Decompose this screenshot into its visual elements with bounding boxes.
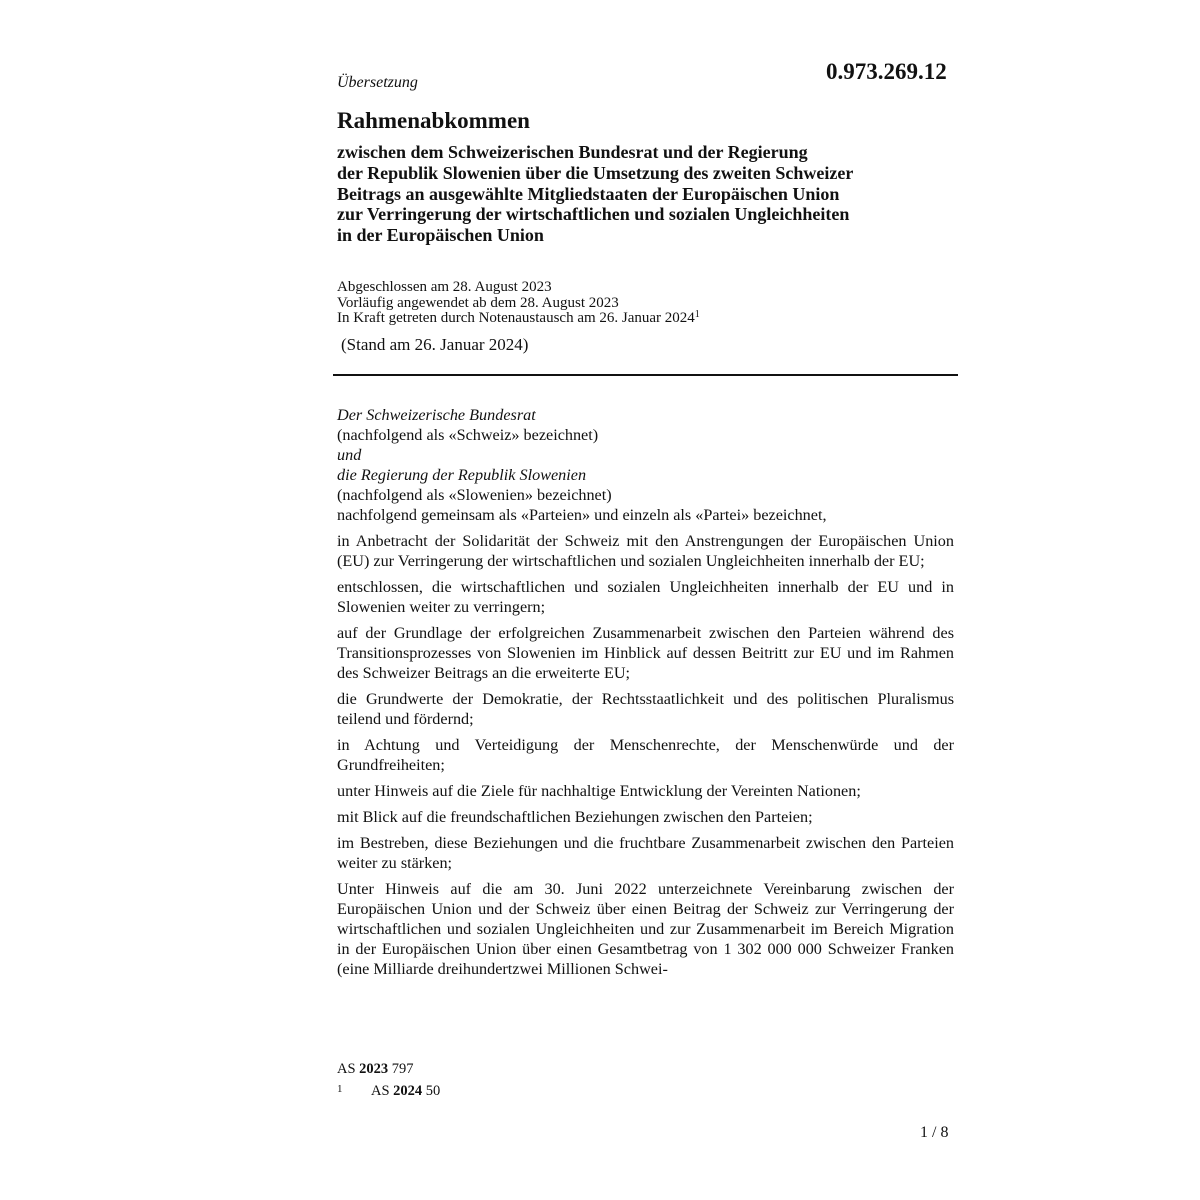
as-reference [337, 1059, 440, 1079]
parties-and: und [337, 446, 362, 464]
sr-number: 0.973.269.12 [826, 59, 947, 84]
parties-joint-note: nachfolgend gemeinsam als «Parteien» und einzeln als «Partei» bezeichnet, [337, 506, 827, 524]
document-title: Rahmenabkommen [337, 108, 530, 133]
in-force-date [337, 311, 700, 327]
subtitle-line: in der Europäischen Union [337, 225, 544, 246]
subtitle-line: der Republik Slowenien über die Umsetzung des zweiten Schweizer [337, 162, 854, 183]
date-info [337, 280, 700, 327]
footnote-1 [337, 1079, 440, 1101]
provisional-date: Vorläufig angewendet ab dem 28. August 2023 [337, 294, 619, 311]
subtitle-line: zur Verringerung der wirtschaftlichen und sozialen Ungleichheiten [337, 204, 850, 225]
parties-block [337, 405, 954, 525]
translation-label: Übersetzung [337, 74, 418, 91]
preamble-paragraph: mit Blick auf die freundschaftlichen Beziehungen zwischen den Parteien; [337, 808, 813, 826]
preamble-paragraph: in Achtung und Verteidigung der Menschenrechte, der Menschenwürde und der Grundfreiheiten; [337, 736, 954, 774]
concluded-date: Abgeschlossen am 28. August 2023 [337, 279, 552, 295]
party-slovenia-note: (nachfolgend als «Slowenien» bezeichnet) [337, 486, 612, 504]
in-force-text: In Kraft getreten durch Notenaustausch am 26. Januar 2024 [337, 310, 695, 326]
preamble-paragraph: im Bestreben, diese Beziehungen und die fruchtbare Zusammenarbeit zwischen den Parteien weiter zu stärken; [337, 834, 954, 872]
as-prefix: AS [337, 1061, 356, 1077]
party-slovenia: die Regierung der Republik Slowenien [337, 466, 587, 484]
footnote-marker[interactable]: 1 [694, 309, 700, 320]
preamble-paragraph: auf der Grundlage der erfolgreichen Zusammenarbeit zwischen den Parteien während des Transitionsprozesses von Slowenien im Hinblick auf dessen Beitritt zur EU und im Rahmen des Schweizer Beitrags an die erweiterte EU; [337, 624, 954, 682]
party-swiss: Der Schweizerische Bundesrat [337, 406, 536, 424]
footnote-year: 2024 [393, 1083, 423, 1099]
as-page: 797 [391, 1061, 414, 1077]
subtitle-line: Beitrags an ausgewählte Mitgliedstaaten der Europäischen Union [337, 183, 840, 204]
document-subtitle [337, 142, 937, 246]
header-divider [333, 374, 958, 376]
preamble-paragraph: die Grundwerte der Demokratie, der Rechtsstaatlichkeit und des politischen Pluralismus teilend und fördernd; [337, 690, 954, 728]
subtitle-line: zwischen dem Schweizerischen Bundesrat und der Regierung [337, 142, 808, 162]
as-year: 2023 [359, 1061, 389, 1077]
footnote-number: 1 [337, 1083, 343, 1095]
status-date: (Stand am 26. Januar 2024) [341, 335, 529, 354]
document-body [337, 405, 954, 979]
preamble-paragraph: in Anbetracht der Solidarität der Schweiz mit den Anstrengungen der Europäischen Union (EU) zur Verringerung der wirtschaftlichen und sozialen Ungleichheiten innerhalb der EU; [337, 532, 954, 570]
footnote-page: 50 [425, 1083, 441, 1099]
preamble-paragraph: Unter Hinweis auf die am 30. Juni 2022 unterzeichnete Vereinbarung zwischen der Europäischen Union und der Schweiz über einen Beitrag der Schweiz zur Verringerung der wirtschaftlichen und sozialen Ungleichheiten und zur Zusammenarbeit im Bereich Migration in der Europäischen Union über einen Gesamtbetrag von 1 302 000 000 Schweizer Franken (eine Milliarde dreihundertzwei Millionen Schwei- [337, 880, 954, 978]
preamble-paragraph: entschlossen, die wirtschaftlichen und sozialen Ungleichheiten innerhalb der EU und in Slowenien weiter zu verringern; [337, 578, 954, 616]
preamble-paragraph: unter Hinweis auf die Ziele für nachhaltige Entwicklung der Vereinten Nationen; [337, 782, 861, 800]
footnotes [337, 1059, 440, 1101]
page-number: 1 / 8 [920, 1124, 949, 1141]
party-swiss-note: (nachfolgend als «Schweiz» bezeichnet) [337, 426, 599, 444]
footnote-prefix: AS [371, 1083, 390, 1099]
